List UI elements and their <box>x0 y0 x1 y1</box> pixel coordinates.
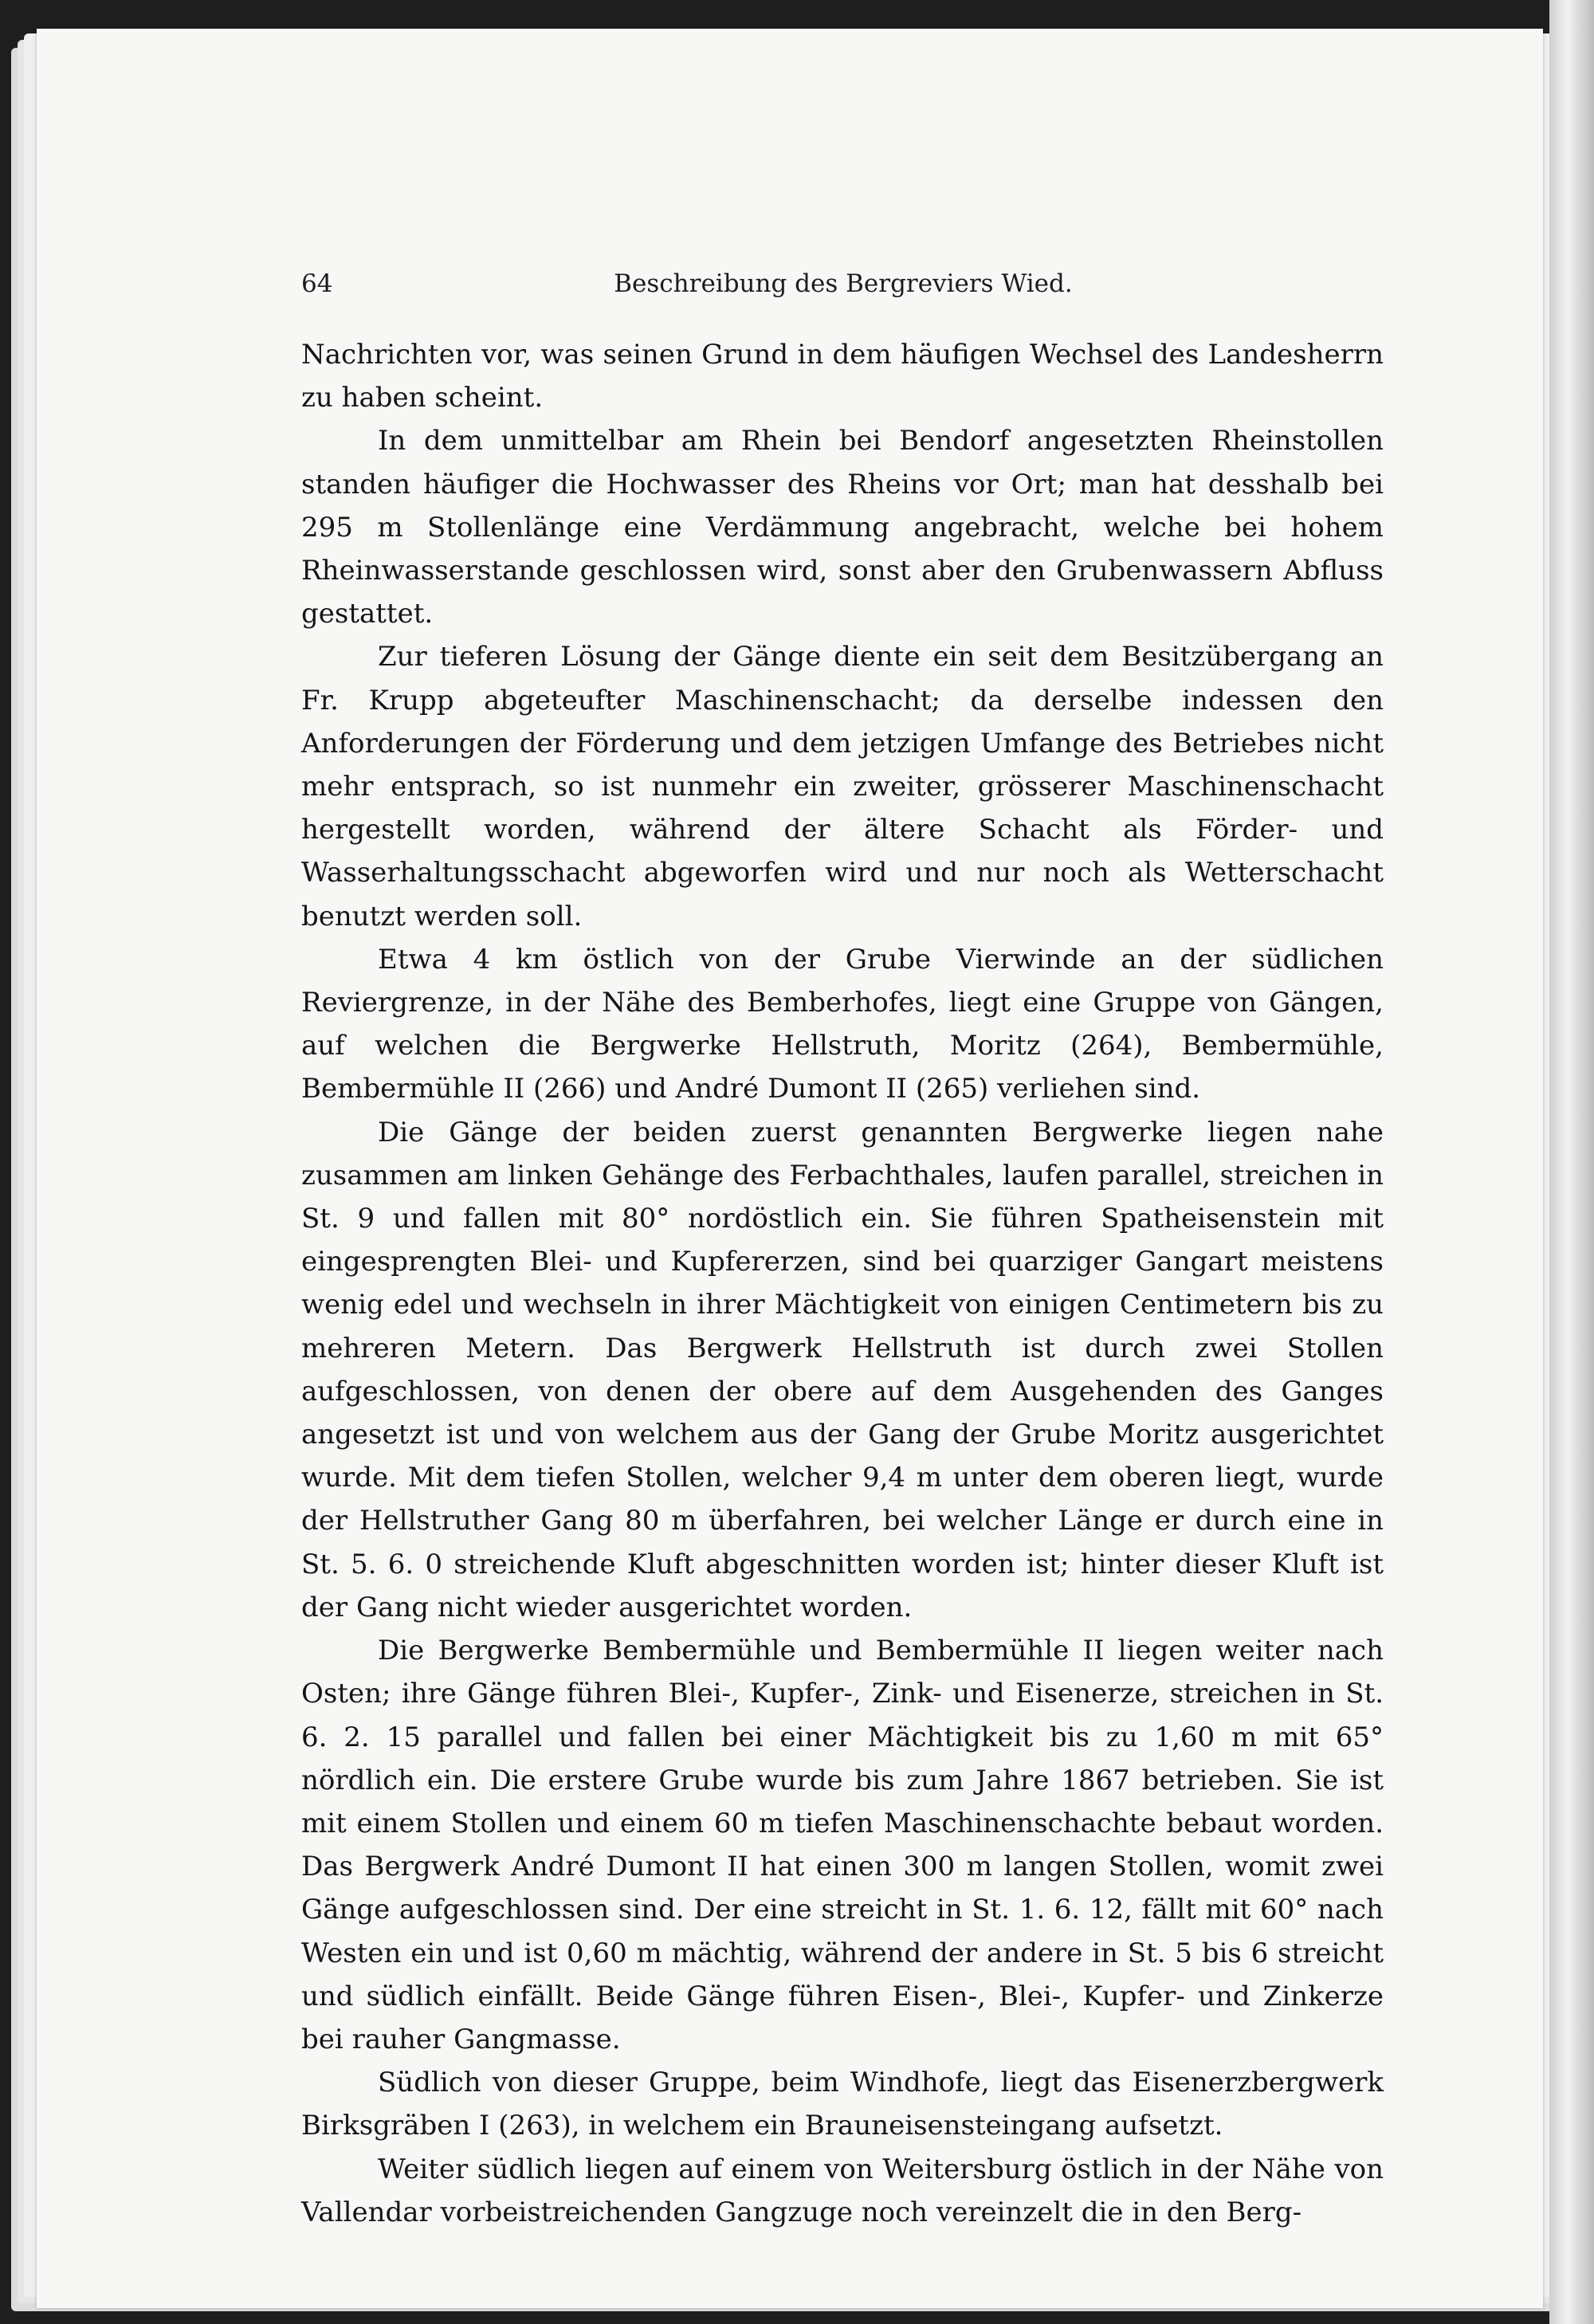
facing-page-edge <box>1549 0 1594 2324</box>
paragraph: Weiter südlich liegen auf einem von Weitersburg östlich in der Nähe von Vallendar vorbeistreichenden Gangzuge noch vereinzelt die in den Berg- <box>301 2153 1384 2228</box>
paragraph: Die Bergwerke Bembermühle und Bembermühle II liegen weiter nach Osten; ihre Gänge führen Blei-, Kupfer-, Zink- und Eisenerze, streichen in St. 6. 2. 15 parallel und fallen bei einer Mächtigkeit bis zu 1,60 m mit 65° nördlich ein. Die erstere Grube wurde bis zum Jahre 1867 betrieben. Sie ist mit einem Stollen und einem 60 m tiefen Maschinenschachte bebaut worden. Das Bergwerk André Dumont II hat einen 300 m langen Stollen, womit zwei Gänge aufgeschlossen sind. Der eine streicht in St. 1. 6. 12, fällt mit 60° nach Westen ein und ist 0,60 m mächtig, während der andere in St. 5 bis 6 streicht und südlich einfällt. Beide Gänge führen Eisen-, Blei-, Kupfer- und Zinkerze bei rauher Gangmasse. <box>301 1635 1384 2055</box>
paragraph: Südlich von dieser Gruppe, beim Windhofe, liegt das Eisenerzbergwerk Birksgräben I (263), in welchem ein Brauneisensteingang aufsetzt. <box>301 2067 1384 2142</box>
running-title: Beschreibung des Bergreviers Wied. <box>614 269 1073 298</box>
paragraph: Die Gänge der beiden zuerst genannten Bergwerke liegen nahe zusammen am linken Gehänge des Ferbachthales, laufen parallel, streichen in St. 9 und fallen mit 80° nordöstlich ein. Sie führen Spatheisenstein mit eingesprengten Blei- und Kupfererzen, sind bei quarziger Gangart meistens wenig edel und wechseln in ihrer Mächtigkeit von einigen Centimetern bis zu mehreren Metern. Das Bergwerk Hellstruth ist durch zwei Stollen aufgeschlossen, von denen der obere auf dem Ausgehenden des Ganges angesetzt ist und von welchem aus der Gang der Grube Moritz ausgerichtet wurde. Mit dem tiefen Stollen, welcher 9,4 m unter dem oberen liegt, wurde der Hellstruther Gang 80 m überfahren, bei welcher Länge er durch eine in St. 5. 6. 0 streichende Kluft abgeschnitten worden ist; hinter dieser Kluft ist der Gang nicht wieder ausgerichtet worden. <box>301 1116 1384 1623</box>
paragraph: Etwa 4 km östlich von der Grube Vierwinde an der südlichen Reviergrenze, in der Nähe des Bemberhofes, liegt eine Gruppe von Gängen, auf welchen die Bergwerke Hellstruth, Moritz (264), Bembermühle, Bembermühle II (266) und André Dumont II (265) verliehen sind. <box>301 943 1384 1105</box>
paragraph: In dem unmittelbar am Rhein bei Bendorf angesetzten Rheinstollen standen häufiger die Hochwasser des Rheins vor Ort; man hat desshalb bei 295 m Stollenlänge eine Verdämmung angebracht, welche bei hohem Rheinwasserstande geschlossen wird, sonst aber den Grubenwassern Abfluss gestattet. <box>301 425 1384 630</box>
paragraph: Zur tieferen Lösung der Gänge diente ein seit dem Besitzübergang an Fr. Krupp abgeteufter Maschinenschacht; da derselbe indessen den Anforderungen der Förderung und dem jetzigen Umfange des Betriebes nicht mehr entsprach, so ist nunmehr ein zweiter, grösserer Maschinenschacht hergestellt worden, während der ältere Schacht als Förder- und Wasserhaltungsschacht abgeworfen wird und nur noch als Wetterschacht benutzt werden soll. <box>301 641 1384 932</box>
page-number: 64 <box>301 269 333 298</box>
body-text <box>301 333 1384 2234</box>
paragraph: Nachrichten vor, was seinen Grund in dem häufigen Wechsel des Landesherrn zu haben scheint. <box>301 339 1384 414</box>
